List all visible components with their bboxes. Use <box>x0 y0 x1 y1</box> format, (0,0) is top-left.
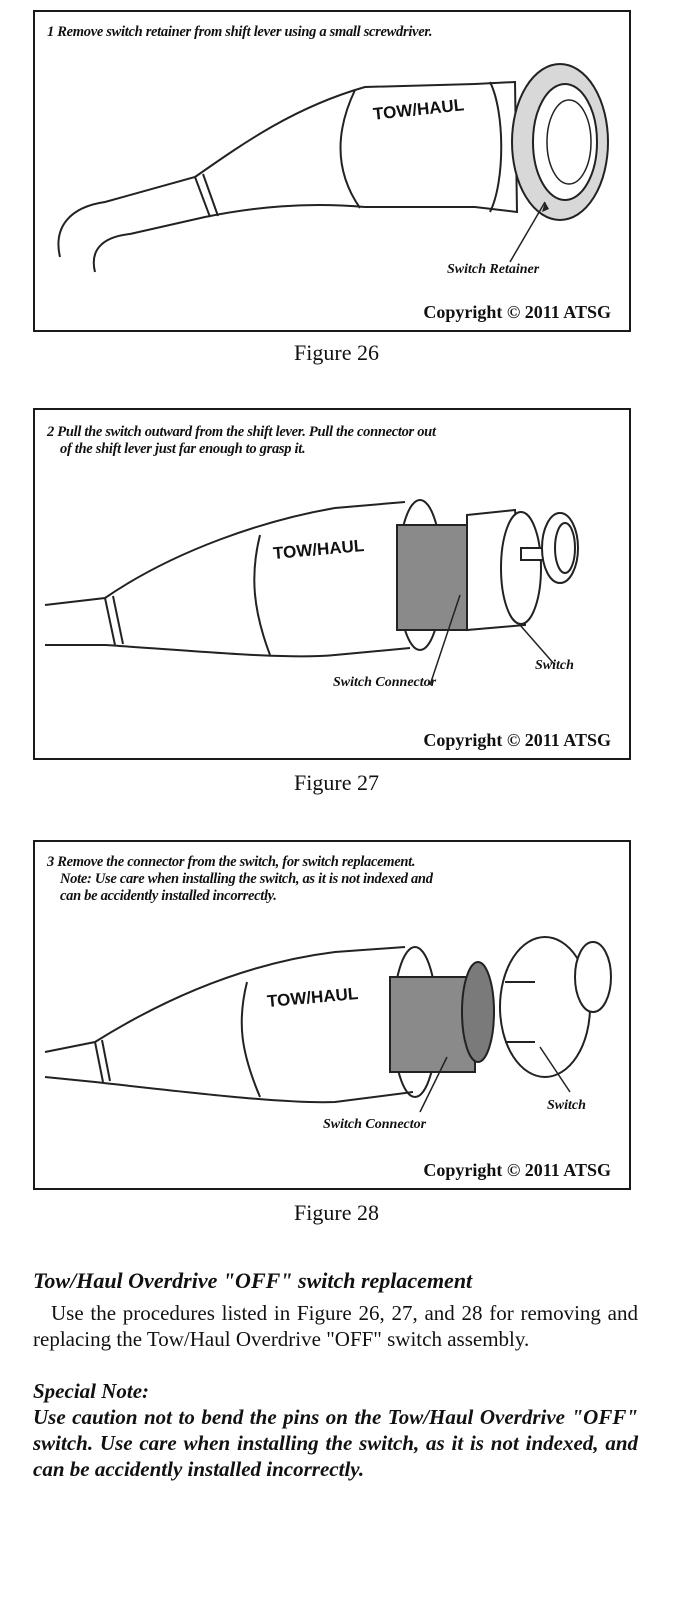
section-body: Use the procedures listed in Figure 26, 27, and 28 for removing and replacing the Tow/Haul Overdrive "OFF" switch assembly. <box>33 1301 638 1351</box>
callout-switch-connector: Switch Connector <box>333 675 437 690</box>
figure-caption: Figure 26 <box>294 340 379 365</box>
callout-switch-retainer: Switch Retainer <box>447 262 540 277</box>
callout-switch-connector: Switch Connector <box>323 1117 427 1132</box>
tow-haul-label: TOW/HAUL <box>372 95 465 124</box>
copyright: Copyright © 2011 ATSG <box>423 730 611 750</box>
step-text-line-2: Note: Use care when installing the switch, as it is not indexed and <box>60 871 433 887</box>
step-text-line-2: of the shift lever just far enough to grasp it. <box>60 441 306 457</box>
callout-switch: Switch <box>547 1098 586 1113</box>
step-text-line-3: can be accidently installed incorrectly. <box>60 888 277 904</box>
figure-26 <box>33 10 631 332</box>
special-note-heading: Special Note: <box>33 1379 150 1403</box>
callout-switch: Switch <box>535 658 574 673</box>
step-text-line-1: 3 Remove the connector from the switch, for switch replacement. <box>47 854 416 870</box>
shift-lever-illustration-2 <box>35 410 629 758</box>
special-note-text: Use caution not to bend the pins on the Tow/Haul Overdrive "OFF" switch. Use care when installing the switch, as it is not indexed, and can be accidently installed incorrectly. <box>33 1405 638 1481</box>
copyright: Copyright © 2011 ATSG <box>423 1160 611 1180</box>
figure-27 <box>33 408 631 760</box>
step-text-line-1: 2 Pull the switch outward from the shift lever. Pull the connector out <box>47 424 436 440</box>
tow-haul-label: TOW/HAUL <box>266 984 359 1011</box>
copyright: Copyright © 2011 ATSG <box>423 302 611 322</box>
figure-caption: Figure 28 <box>294 1200 379 1225</box>
figure-caption: Figure 27 <box>294 770 379 795</box>
figure-28 <box>33 840 631 1190</box>
section-title: Tow/Haul Overdrive "OFF" switch replacement <box>33 1268 473 1293</box>
shift-lever-illustration-1 <box>35 12 629 330</box>
step-text: 1 Remove switch retainer from shift lever using a small screwdriver. <box>47 24 433 40</box>
tow-haul-label: TOW/HAUL <box>272 536 365 563</box>
